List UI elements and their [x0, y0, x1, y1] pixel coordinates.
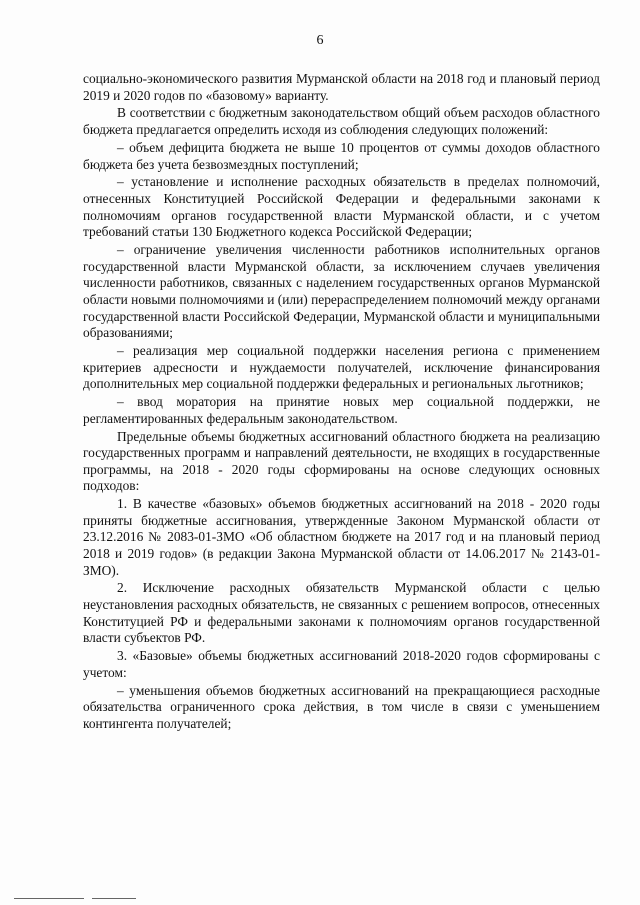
paragraph-deficit-limit: – объем дефицита бюджета не выше 10 процентов от суммы доходов областного бюджета без учета безвозмездных поступлений; [83, 139, 600, 172]
page-number: 6 [316, 33, 324, 48]
paragraph-budget-intro: В соответствии с бюджетным законодательством общий объем расходов областного бюджета предлагается определить исходя из соблюдения следующих положений: [83, 105, 600, 138]
paragraph-continuation: социально-экономического развития Мурманской области на 2018 год и плановый период 2019 и 2020 годов по «базовому» варианту. [83, 71, 600, 103]
paragraph-moratorium: – ввод моратория на принятие новых мер социальной поддержки, не регламентированных федеральным законодательством. [83, 394, 600, 426]
paragraph-social-support: – реализация мер социальной поддержки населения региона с применением критериев адресности и нуждаемости получателей, исключение финансирования дополнительных мер социальной поддержки федеральных и региональных льготников; [83, 342, 600, 392]
paragraph-item-3: 3. «Базовые» объемы бюджетных ассигнований 2018-2020 годов сформированы с учетом: [83, 648, 600, 680]
footer-rule-left [14, 898, 84, 899]
paragraph-limits-intro: Предельные объемы бюджетных ассигнований областного бюджета на реализацию государственных программ и направлений деятельности, не входящих в государственные программы, на 2018 - 2020 годы сформированы на основе следующих основных подходов: [83, 428, 600, 494]
document-body [83, 71, 600, 734]
paragraph-obligations: – установление и исполнение расходных обязательств в пределах полномочий, отнесенных Конституцией Российской Федерации и федеральными законами к полномочиям органов государственной власти Мурманской области, и с учетом требований статьи 130 Бюджетного кодекса Российской Федерации; [83, 174, 600, 240]
paragraph-item-2: 2. Исключение расходных обязательств Мурманской области с целью неустановления расходных обязательств, не связанных с решением вопросов, отнесенных Конституцией РФ и федеральными законами к полномочиям органов государственной власти субъектов РФ. [83, 580, 600, 646]
paragraph-reduction: – уменьшения объемов бюджетных ассигнований на прекращающиеся расходные обязательства ограниченного срока действия, в том числе в связи с уменьшением контингента получателей; [83, 682, 600, 731]
paragraph-item-1: 1. В качестве «базовых» объемов бюджетных ассигнований на 2018 - 2020 годы приняты бюджетные ассигнования, утвержденные Законом Мурманской области от 23.12.2016 № 2083-01-ЗМО «Об областном бюджете на 2017 год и на плановый период 2018 и 2019 годов» (в редакции Закона Мурманской области от 14.06.2017 № 2143-01-ЗМО). [83, 496, 600, 578]
footer-rule-right [92, 898, 136, 899]
paragraph-staff-limit: – ограничение увеличения численности работников исполнительных органов государственной власти Мурманской области, за исключением случаев увеличения численности работников, связанных с наделением государственных органов Мурманской области новыми полномочиями и (или) перераспределением полномочий между органами государственной власти Российской Федерации, Мурманской области и муниципальными образованиями; [83, 242, 600, 341]
